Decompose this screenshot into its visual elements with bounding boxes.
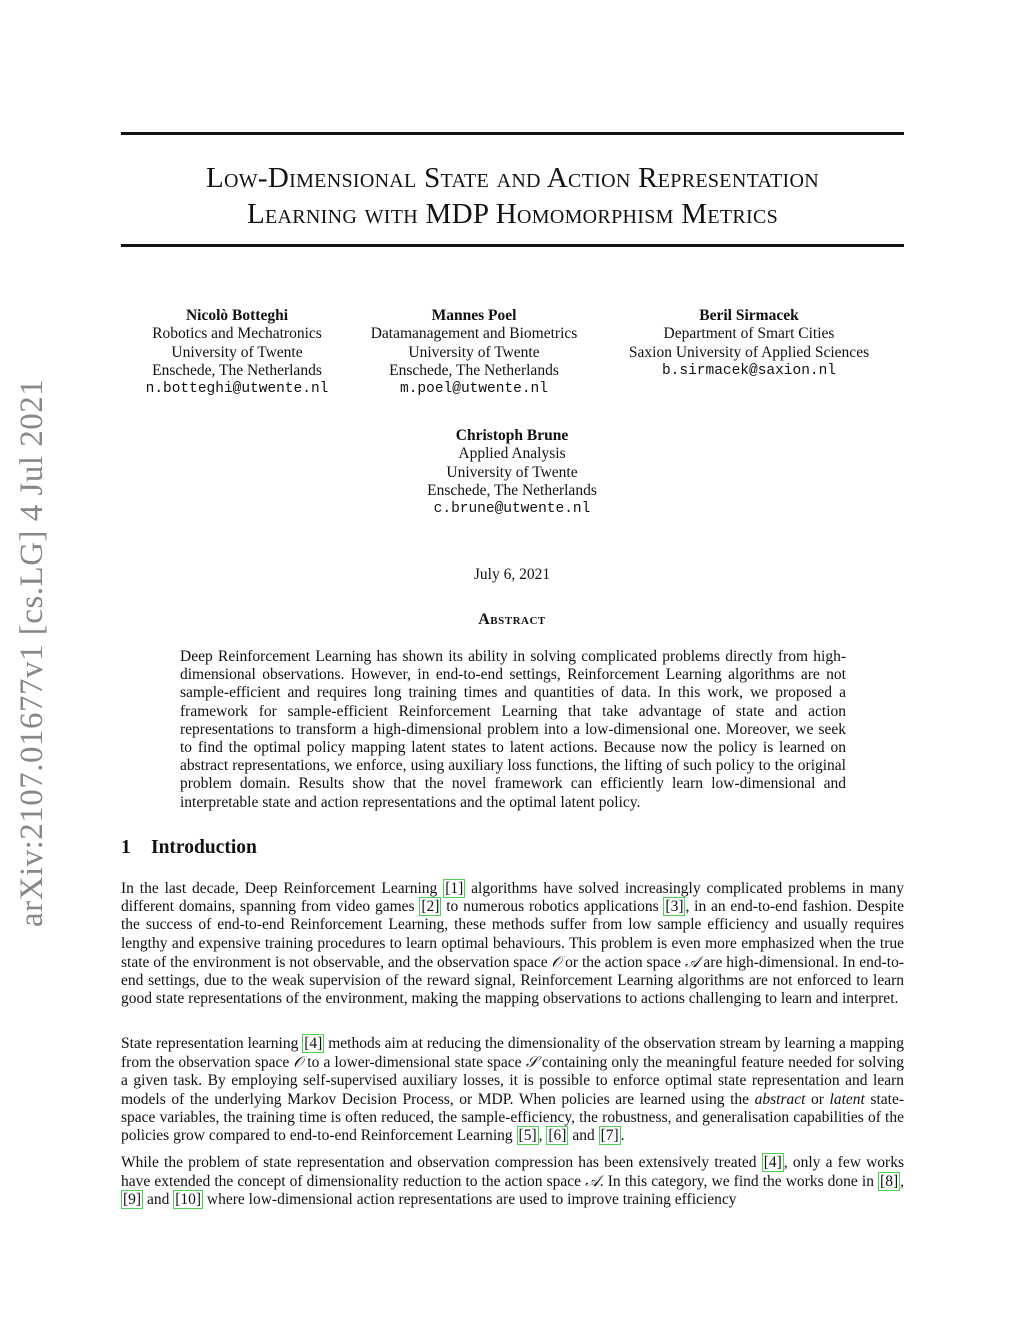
text-run: containing only the meaningful feature needed for solving a given task. By employing self-supervised auxiliary losses, it is possible to enforce optimal state representation and learn models of the underlying Markov Decision Process, or MDP. When policies are learned using the bbox=[121, 1054, 904, 1108]
text-run: . bbox=[620, 1127, 625, 1145]
author-institution: University of Twente bbox=[171, 343, 303, 361]
citation-link[interactable]: [7] bbox=[600, 1127, 619, 1145]
author-name: Beril Sirmacek bbox=[699, 307, 799, 324]
author-name: Nicolò Botteghi bbox=[185, 307, 289, 324]
text-run: , bbox=[538, 1127, 547, 1145]
text-run: , in an end-to-end fashion. Despite the success of end-to-end Reinforcement Learning, these methods suffer from low sample efficiency and usually requires lengthy and expensive training procedures to learn optimal behaviours. This problem is even more emphasized when the true state of the environment is not observable, and the observation space bbox=[121, 898, 904, 971]
author-email[interactable]: n.botteghi@utwente.nl bbox=[145, 381, 329, 398]
math-symbol: 𝒪 bbox=[293, 1053, 304, 1072]
author-location: Enschede, The Netherlands bbox=[152, 361, 322, 379]
math-symbol: 𝒮 bbox=[525, 1053, 538, 1072]
intro-paragraph-1 bbox=[121, 880, 904, 1008]
text-run: , only a few works have extended the concept of dimensionality reduction to the action space bbox=[121, 1154, 904, 1191]
emphasis-text: latent bbox=[829, 1090, 865, 1108]
math-symbol: 𝒜 bbox=[684, 952, 700, 971]
text-run: State representation learning bbox=[121, 1035, 303, 1052]
author-affiliation: Datamanagement and Biometrics bbox=[370, 325, 578, 343]
author-email[interactable]: c.brune@utwente.nl bbox=[433, 501, 591, 518]
author-name: Mannes Poel bbox=[431, 307, 517, 324]
intro-paragraph-2 bbox=[121, 1035, 904, 1145]
author-email[interactable]: m.poel@utwente.nl bbox=[400, 381, 548, 398]
citation-link[interactable]: [10] bbox=[175, 1191, 202, 1209]
author-block-brune bbox=[402, 427, 622, 518]
emphasis-text: abstract bbox=[754, 1090, 806, 1108]
abstract-heading: Abstract bbox=[478, 611, 546, 628]
section-heading-introduction bbox=[121, 837, 257, 859]
title-bottom-rule bbox=[121, 244, 904, 247]
math-symbol: 𝒪 bbox=[551, 952, 562, 971]
citation-link[interactable]: [5] bbox=[518, 1127, 537, 1145]
text-run: While the problem of state representation and observation compression has been extensively treated bbox=[121, 1154, 762, 1171]
citation-link[interactable]: [8] bbox=[880, 1173, 899, 1191]
paper-date: July 6, 2021 bbox=[473, 566, 551, 583]
text-run: state-space variables, the training time is often reduced, the sample-efficiency, the robustness, and generalisation capabilities of the policies grow compared to end-to-end Reinforcement Learning bbox=[121, 1090, 904, 1145]
title-line-2: Learning with MDP Homomorphism Metrics bbox=[246, 198, 779, 230]
author-institution: University of Twente bbox=[408, 343, 540, 361]
citation-link[interactable]: [2] bbox=[421, 898, 440, 916]
author-affiliation: Applied Analysis bbox=[458, 445, 566, 463]
text-run: methods aim at reducing the dimensionality of the observation stream by learning a mapping from the observation space bbox=[121, 1035, 904, 1072]
author-block-sirmacek bbox=[614, 307, 884, 380]
text-run: to a lower-dimensional state space bbox=[303, 1054, 526, 1072]
text-run: and bbox=[568, 1127, 599, 1145]
text-run: In the last decade, Deep Reinforcement Learning bbox=[121, 880, 444, 897]
author-block-botteghi bbox=[137, 307, 337, 398]
author-affiliation: Department of Smart Cities bbox=[663, 325, 835, 343]
text-run: , bbox=[900, 1173, 904, 1191]
title-top-rule bbox=[121, 132, 904, 135]
math-symbol: 𝒜 bbox=[585, 1172, 600, 1191]
author-institution: Saxion University of Applied Sciences bbox=[628, 343, 870, 361]
text-run: or bbox=[805, 1090, 830, 1108]
arxiv-side-stamp: arXiv:2107.01677v1 [cs.LG] 4 Jul 2021 bbox=[14, 378, 50, 927]
author-block-poel bbox=[354, 307, 594, 398]
citation-link[interactable]: [4] bbox=[763, 1154, 782, 1171]
author-location: Enschede, The Netherlands bbox=[389, 361, 559, 379]
citation-link[interactable]: [1] bbox=[445, 880, 464, 897]
text-run: are high-dimensional. In end-to-end settings, due to the weak supervision of the reward signal, Reinforcement Learning algorithms are not enforced to learn good state representations of the environment, making the mapping observations to actions challenging to learn and interpret. bbox=[121, 953, 904, 1008]
citation-link[interactable]: [4] bbox=[304, 1035, 323, 1052]
citation-link[interactable]: [9] bbox=[123, 1191, 142, 1209]
paper-title bbox=[121, 160, 904, 232]
intro-paragraph-3 bbox=[121, 1154, 904, 1210]
text-run: and bbox=[143, 1191, 174, 1209]
author-institution: University of Twente bbox=[446, 463, 578, 481]
text-run: . In this category, we find the works done in bbox=[599, 1173, 879, 1191]
text-run: algorithms have solved increasingly complicated problems in many different domains, spanning from video games bbox=[121, 880, 905, 916]
section-number: 1 bbox=[121, 837, 131, 858]
citation-link[interactable]: [6] bbox=[548, 1127, 567, 1145]
section-title: Introduction bbox=[151, 837, 257, 858]
author-location: Enschede, The Netherlands bbox=[427, 481, 597, 499]
author-name: Christoph Brune bbox=[455, 427, 569, 444]
text-run: to numerous robotics applications bbox=[441, 898, 664, 916]
abstract-text: Deep Reinforcement Learning has shown its ability in solving complicated problems directly from high-dimensional observations. However, in end-to-end settings, Reinforcement Learning algorithms are not sample-efficient and requires long training times and quantities of data. In this work, we proposed a framework for sample-efficient Reinforcement Learning that take advantage of state and action representations to transform a high-dimensional problem into a low-dimensional one. Moreover, we seek to find the optimal policy mapping latent states to latent actions. Because now the policy is learned on abstract representations, we enforce, using auxiliary loss functions, the lifting of such policy to the original problem domain. Results show that the novel framework can efficiently learn low-dimensional and interpretable state and action representations and the optimal latent policy. bbox=[180, 648, 846, 811]
citation-link[interactable]: [3] bbox=[665, 898, 684, 916]
author-email[interactable]: b.sirmacek@saxion.nl bbox=[661, 362, 837, 379]
text-run: or the action space bbox=[561, 953, 685, 971]
title-line-1: Low-Dimensional State and Action Representation bbox=[206, 162, 819, 194]
author-affiliation: Robotics and Mechatronics bbox=[152, 325, 322, 343]
text-run: where low-dimensional action representations are used to improve training efficiency bbox=[203, 1191, 737, 1209]
